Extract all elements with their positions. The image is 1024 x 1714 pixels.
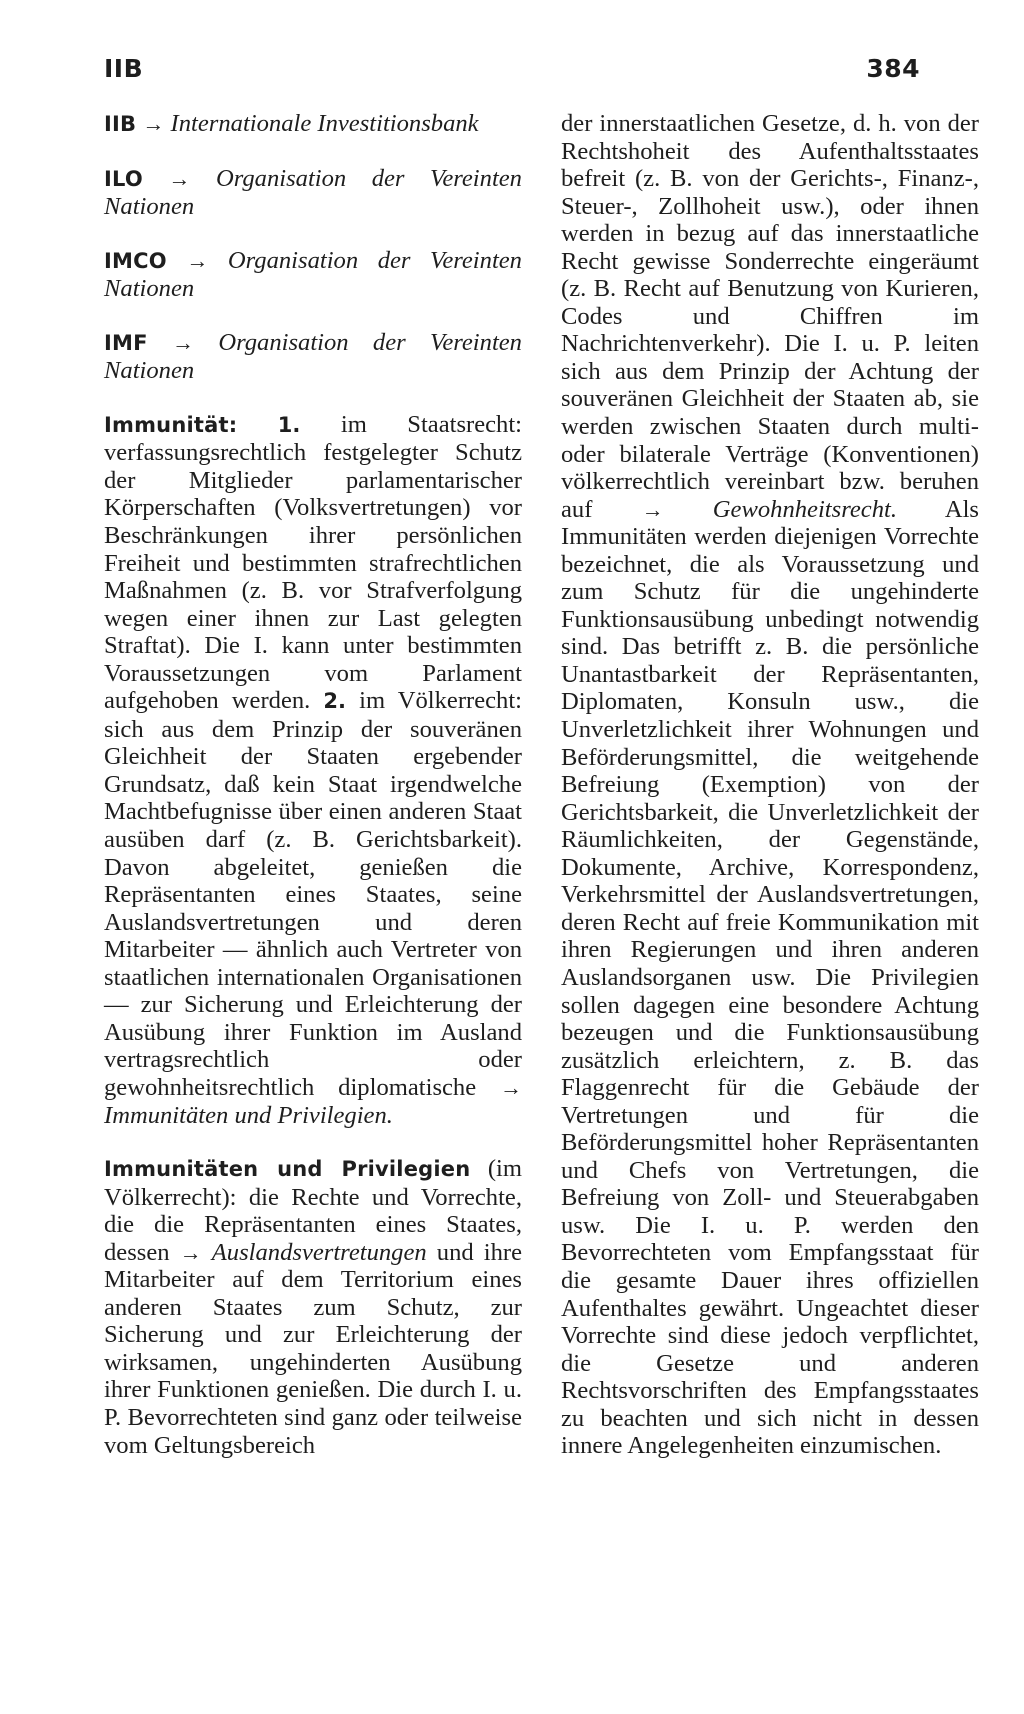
definition-text: Als Immunitäten werden diejenigen Vorrechte bezeichnet, die als Voraussetzung und zum Schutz für die ungehinderte Funktionsausübung unbedingt notwendig sind. Das betrifft z. B. die persönliche Unantastbarkeit der Repräsentanten, Diplomaten, Konsuln usw., die Unverletzlichkeit ihrer Wohnungen und Beförderungsmittel, die weitgehende Befreiung (Exemption) von der Gerichtsbarkeit, die Unverletzlichkeit der Räumlichkeiten, der Gegenstände, Dokumente, Archive, Korrespondenz, Verkehrsmittel der Auslandsvertretungen, deren Recht auf freie Kommunikation mit ihren Regierungen und ihren anderen Auslandsorganen usw. Die Privilegien sollen dagegen eine besondere Achtung bezeugen und die Funktionsausübung zusätzlich erleichtern, z. B. das Flaggenrecht für die Gebäude der Vertretungen und für die Beförderungsmittel hoher Repräsentanten und Chefs von Vertretungen, die Befreiung von Zoll- und Steuerabgaben usw. Die I. u. P. werden den Bevorrechteten vom Empfangsstaat für die gesamte Dauer ihres offiziellen Aufenthaltes gewährt. Ungeachtet dieser Vorrechte sind diese jedoch verpflichtet, die Gesetze und anderen Rechtsvorschriften des Empfangsstaates zu beachten und sich nicht in dessen innere Angelegenheiten einzumischen. [561, 495, 979, 1460]
headword: Immunität: [104, 412, 238, 437]
entry-imco [104, 247, 522, 303]
entry-ilo [104, 165, 522, 221]
entry-continuation [561, 110, 979, 1460]
definition-text: im Staatsrecht: verfassungsrechtlich festgelegter Schutz der Mitglieder parlamentarischer Körperschaften (Volksvertretungen) vor Beschränkungen ihrer persönlichen Freiheit und bestimmten strafrechtlichen Maßnahmen (z. B. vor Strafverfolgung wegen einer ihnen zur Last gelegten Straftat). Die I. kann unter bestimmten Voraussetzungen vom Parlament aufgehoben werden. [104, 410, 523, 715]
page-number: 384 [866, 54, 920, 83]
cross-reference-arrow: → [142, 111, 165, 136]
definition-text: und ihre Mitarbeiter auf dem Territorium eines anderen Staates zum Schutz, zur Sicherung und zur Erleichterung der wirksamen, ungehinderten Ausübung ihrer Funktionen genießen. Die durch I. u. P. Bevorrechteten sind ganz oder teilweise vom Geltungsbereich [104, 1238, 523, 1459]
sense-number: 2. [323, 689, 347, 714]
cross-reference[interactable]: Auslandsvertretungen [211, 1238, 427, 1266]
cross-reference-arrow: → [171, 329, 194, 355]
headword: IMCO [104, 248, 167, 273]
definition-text: der innerstaatlichen Gesetze, d. h. von der Rechtshoheit des Aufenthaltsstaates befreit (z. B. von der Gerichts-, Finanz-, Steuer-, Zollhoheit usw.), oder ihnen werden in bezug auf das innerstaatliche Recht gewisse Sonderrechte eingeräumt (z. B. Recht auf Benutzung von Kurieren, Codes und Chiffren im Nachrichtenverkehr). Die I. u. P. leiten sich aus dem Prinzip der Achtung der souveränen Gleichheit der Staaten ab, sie werden zwischen Staaten durch multi- oder bilaterale Verträge (Konventionen) völkerrechtlich vereinbart bzw. beruhen auf [561, 110, 979, 523]
headword: ILO [104, 166, 143, 191]
entry-immunitaeten-und-privilegien [104, 1155, 522, 1459]
right-column [561, 110, 979, 1460]
cross-reference-arrow: → [186, 247, 209, 273]
running-head: IIB [104, 54, 144, 83]
entry-iib [104, 110, 522, 139]
cross-reference[interactable]: Organisation der Vereinten Nationen [104, 164, 522, 221]
entry-imf [104, 329, 522, 385]
cross-reference[interactable]: Immunitäten und Privilegien. [104, 1101, 393, 1129]
headword: Immunitäten und Privilegien [104, 1157, 471, 1182]
entry-immunitaet [104, 411, 522, 1129]
cross-reference-arrow: → [168, 165, 191, 191]
definition-text: im Völkerrecht: sich aus dem Prinzip der souveränen Gleichheit der Staaten ergebender Grundsatz, daß kein Staat irgendwelche Machtbefugnisse über einen anderen Staat ausüben darf (z. B. Gerichtsbarkeit). Davon abgeleitet, genießen die Repräsentanten eines Staates, seine Auslandsvertretungen und deren Mitarbeiter — ähnlich auch Vertreter von staatlichen internationalen Organisationen — zur Sicherung und Erleichterung der Ausübung ihrer Funktion im Ausland vertragsrechtlich oder gewohnheitsrechtlich diplomatische [104, 687, 522, 1101]
headword: IMF [104, 330, 148, 355]
cross-reference[interactable]: Gewohnheitsrecht. [712, 495, 897, 523]
cross-reference-arrow: → [641, 496, 664, 522]
cross-reference-arrow: → [500, 1074, 522, 1100]
cross-reference[interactable]: Internationale Investitionsbank [170, 110, 479, 137]
left-column [104, 110, 522, 1459]
cross-reference-arrow: → [179, 1239, 202, 1265]
headword: IIB [104, 112, 137, 136]
definition-text: (im Völkerrecht): die Rechte und Vorrechte, die die Repräsentanten eines Staates, dessen [104, 1155, 522, 1266]
cross-reference[interactable]: Organisation der Vereinten Nationen [104, 328, 522, 385]
cross-reference[interactable]: Organisation der Vereinten Nationen [104, 246, 522, 303]
sense-number: 1. [277, 412, 301, 437]
